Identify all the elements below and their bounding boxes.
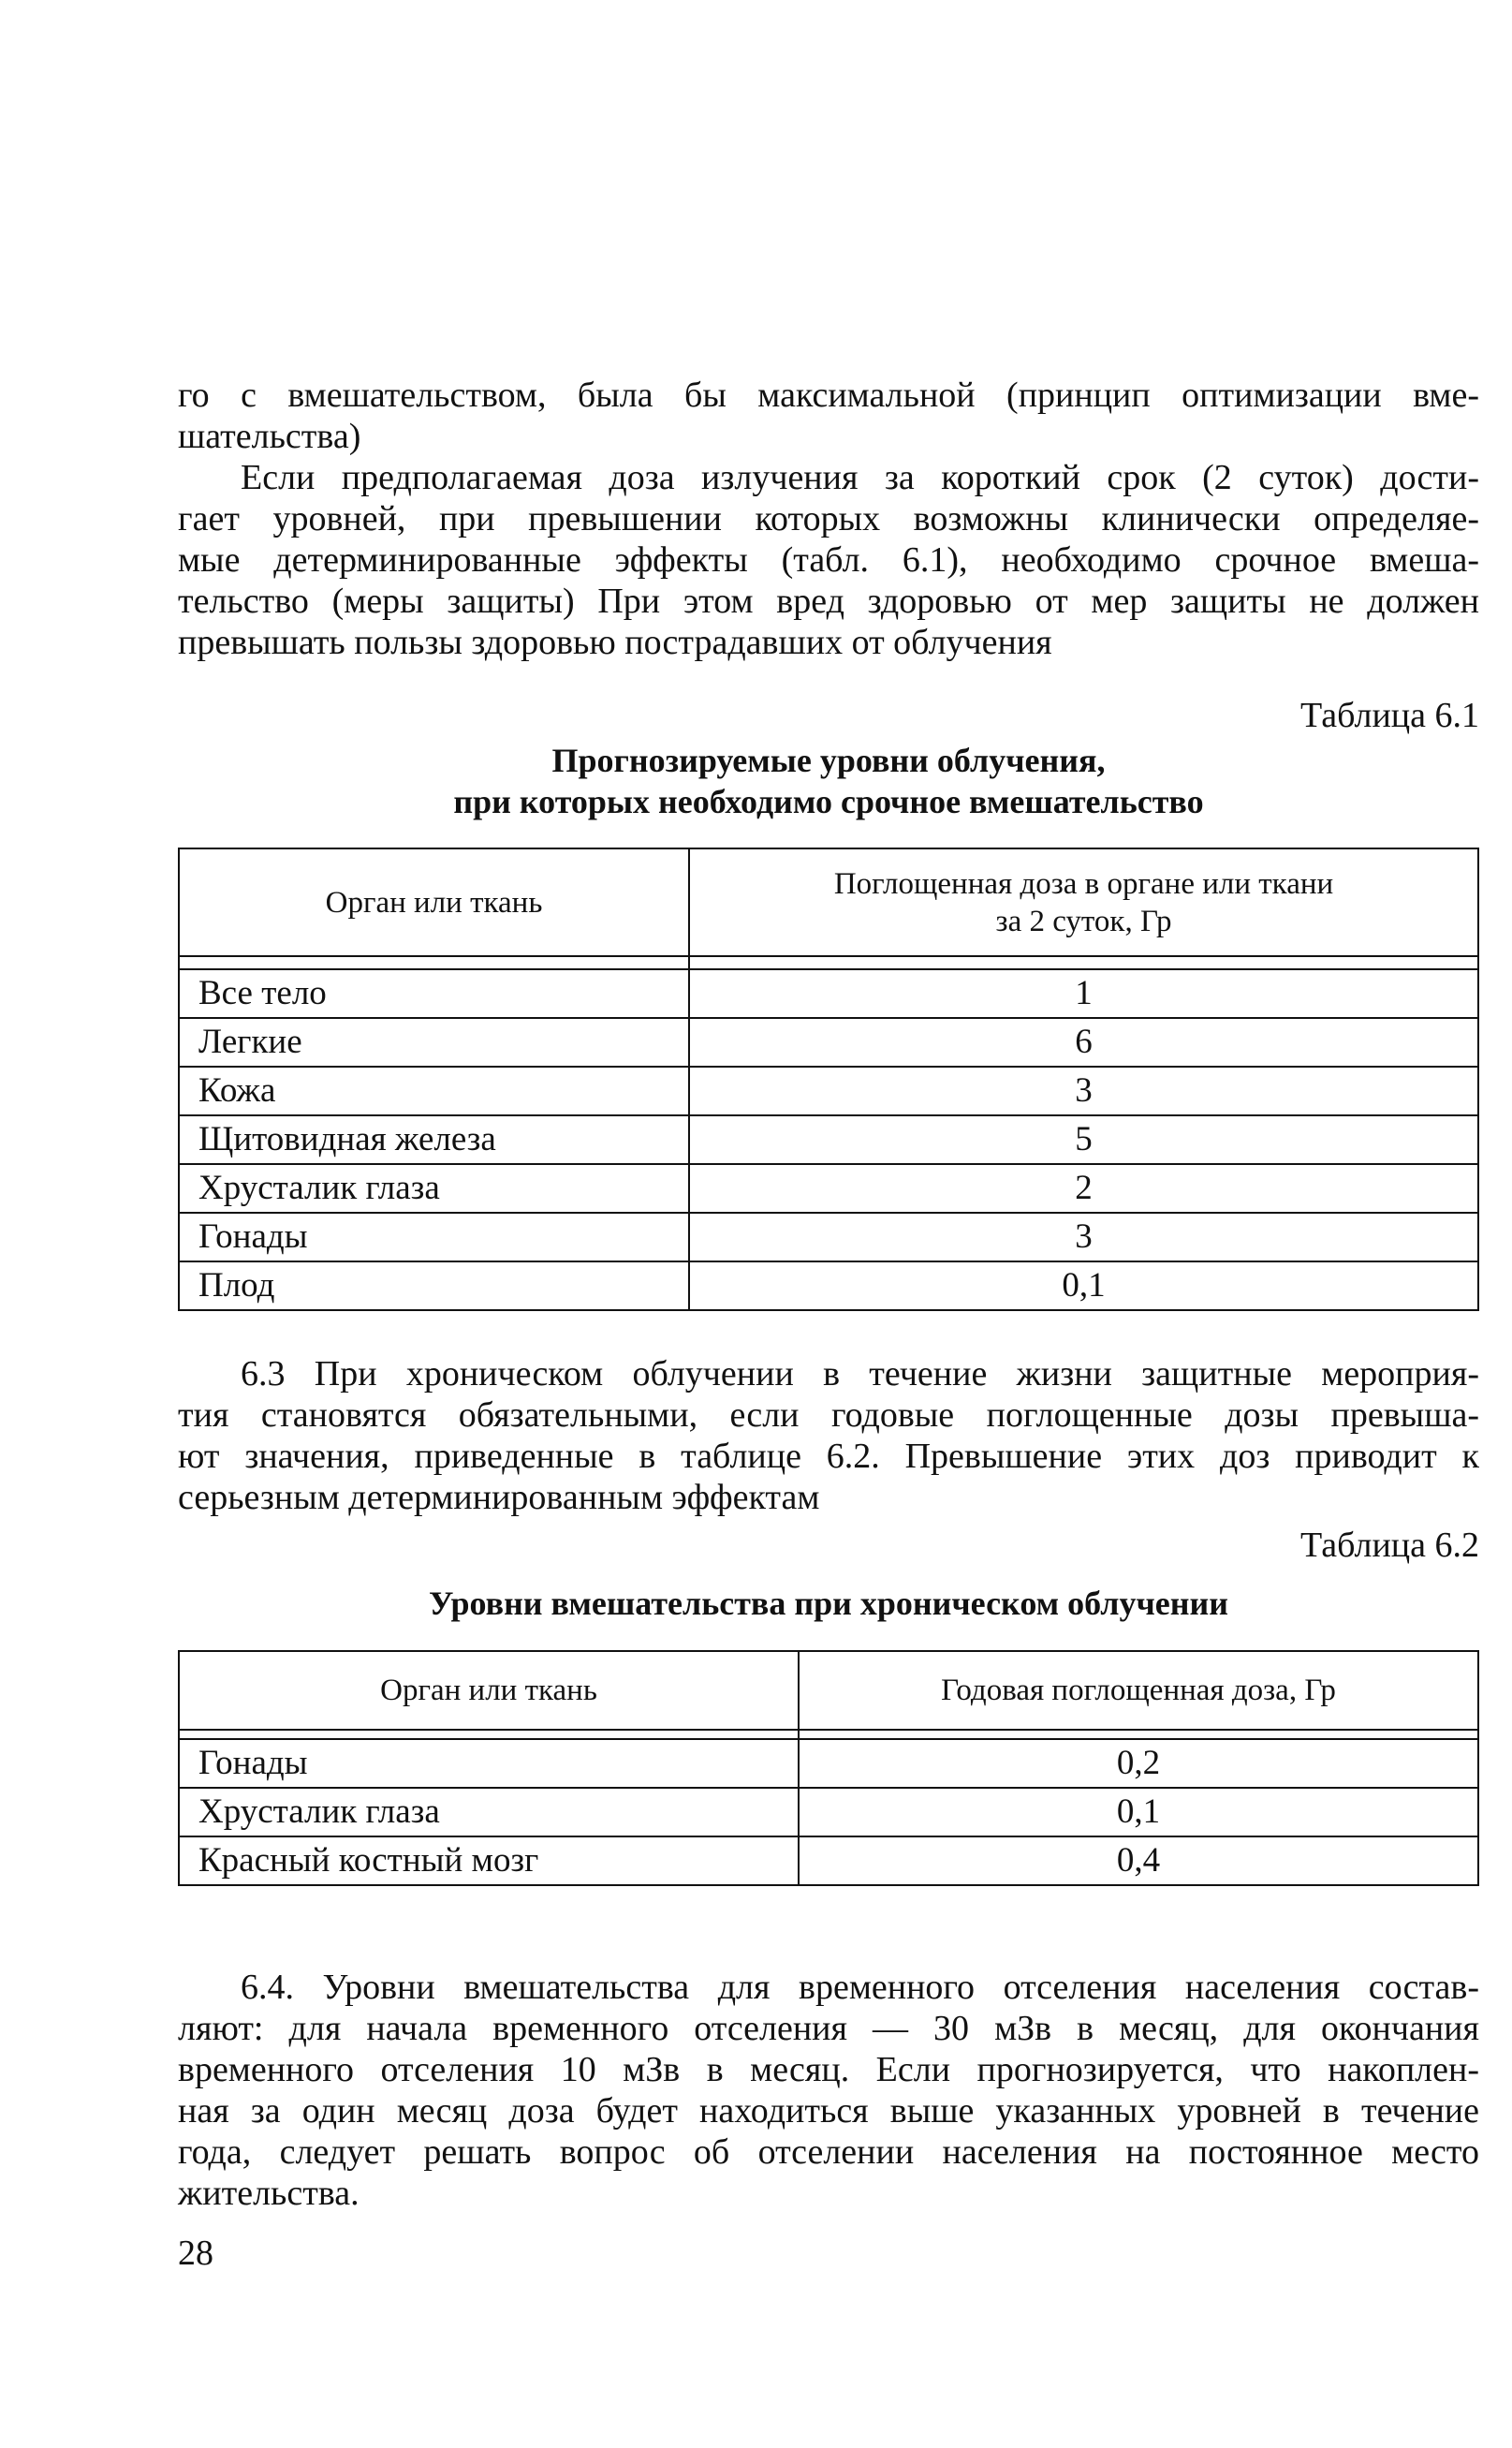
table-row	[179, 1067, 1478, 1115]
text-line: 6.4. Уровни вмешательства для временного отселения населения состав-	[241, 1968, 1479, 2007]
table-row	[179, 1213, 1478, 1261]
header-organ: Орган или ткань	[179, 848, 689, 956]
text-line: мые детерминированные эффекты (табл. 6.1), необходимо срочное вмеша-	[178, 540, 1479, 580]
table-row	[179, 1115, 1478, 1164]
page-number: 28	[178, 2234, 213, 2273]
text-line: года, следует решать вопрос об отселении населения на постоянное место	[178, 2132, 1479, 2172]
header-separator	[179, 956, 1478, 969]
organ-cell: Плод	[179, 1261, 689, 1310]
text-line: 6.3 При хроническом облучении в течение жизни защитные мероприя-	[241, 1354, 1479, 1394]
organ-cell: Все тело	[179, 969, 689, 1018]
text-line: тельство (меры защиты) При этом вред здоровью от мер защиты не должен	[178, 582, 1479, 621]
header-separator	[179, 1730, 1478, 1739]
intro-paragraph	[178, 375, 1479, 663]
table-header-row	[179, 848, 1478, 956]
dose-cell: 2	[689, 1164, 1478, 1213]
header-dose	[689, 848, 1478, 956]
table-row	[179, 1261, 1478, 1310]
dose-cell: 1	[689, 969, 1478, 1018]
table-header-row	[179, 1651, 1478, 1730]
dose-table-chronic	[178, 1650, 1479, 1886]
text-line: жительства.	[178, 2174, 360, 2213]
caption-line: при которых необходимо срочное вмешательство	[453, 783, 1204, 820]
text-line: гает уровней, при превышении которых возможны клинически определяе-	[178, 499, 1479, 538]
organ-cell: Гонады	[179, 1213, 689, 1261]
table-row	[179, 1018, 1478, 1067]
table-row	[179, 1836, 1478, 1885]
text-line: серьезным детерминированным эффектам	[178, 1478, 820, 1517]
dose-cell: 3	[689, 1067, 1478, 1115]
table-number: Таблица 6.2	[1299, 1526, 1479, 1565]
header-dose: Годовая поглощенная доза, Гр	[799, 1651, 1478, 1730]
organ-cell: Хрусталик глаза	[179, 1788, 799, 1836]
dose-table-acute	[178, 848, 1479, 1311]
header-dose-line: Поглощенная доза в органе или ткани	[833, 866, 1334, 901]
dose-cell: 0,4	[799, 1836, 1478, 1885]
text-line: превышать пользы здоровью пострадавших от облучения	[178, 623, 1052, 662]
caption-line: Прогнозируемые уровни облучения,	[551, 742, 1106, 779]
organ-cell: Хрусталик глаза	[179, 1164, 689, 1213]
organ-cell: Кожа	[179, 1067, 689, 1115]
dose-cell: 6	[689, 1018, 1478, 1067]
text-line: ная за один месяц доза будет находиться выше указанных уровней в течение	[178, 2091, 1479, 2131]
organ-cell: Красный костный мозг	[179, 1836, 799, 1885]
table-row	[179, 1788, 1478, 1836]
table-row	[179, 969, 1478, 1018]
text-line: Если предполагаемая доза излучения за короткий срок (2 суток) дости-	[241, 458, 1479, 497]
organ-cell: Легкие	[179, 1018, 689, 1067]
caption-line: Уровни вмешательства при хроническом облучении	[429, 1585, 1228, 1622]
text-line: ют значения, приведенные в таблице 6.2. Превышение этих доз приводит к	[178, 1437, 1479, 1476]
dose-cell: 0,2	[799, 1739, 1478, 1788]
header-organ: Орган или ткань	[179, 1651, 799, 1730]
text-line: шательства)	[178, 417, 361, 456]
section-6-3-paragraph	[178, 1353, 1479, 1518]
table-number: Таблица 6.1	[1299, 696, 1479, 735]
section-6-4-paragraph	[178, 1967, 1479, 2214]
dose-cell: 0,1	[689, 1261, 1478, 1310]
table-row	[179, 1739, 1478, 1788]
text-line: ляют: для начала временного отселения — 30 мЗв в месяц, для окончания	[178, 2009, 1479, 2048]
organ-cell: Щитовидная железа	[179, 1115, 689, 1164]
text-line: го с вмешательством, была бы максимальной (принцип оптимизации вме-	[178, 376, 1479, 415]
text-line: временного отселения 10 мЗв в месяц. Если прогнозируется, что накоплен-	[178, 2050, 1479, 2089]
dose-cell: 0,1	[799, 1788, 1478, 1836]
organ-cell: Гонады	[179, 1739, 799, 1788]
table-caption	[178, 740, 1479, 822]
header-dose-line: за 2 суток, Гр	[995, 904, 1172, 938]
table-caption	[178, 1583, 1479, 1624]
dose-cell: 5	[689, 1115, 1478, 1164]
dose-cell: 3	[689, 1213, 1478, 1261]
table-row	[179, 1164, 1478, 1213]
text-line: тия становятся обязательными, если годовые поглощенные дозы превыша-	[178, 1395, 1479, 1435]
